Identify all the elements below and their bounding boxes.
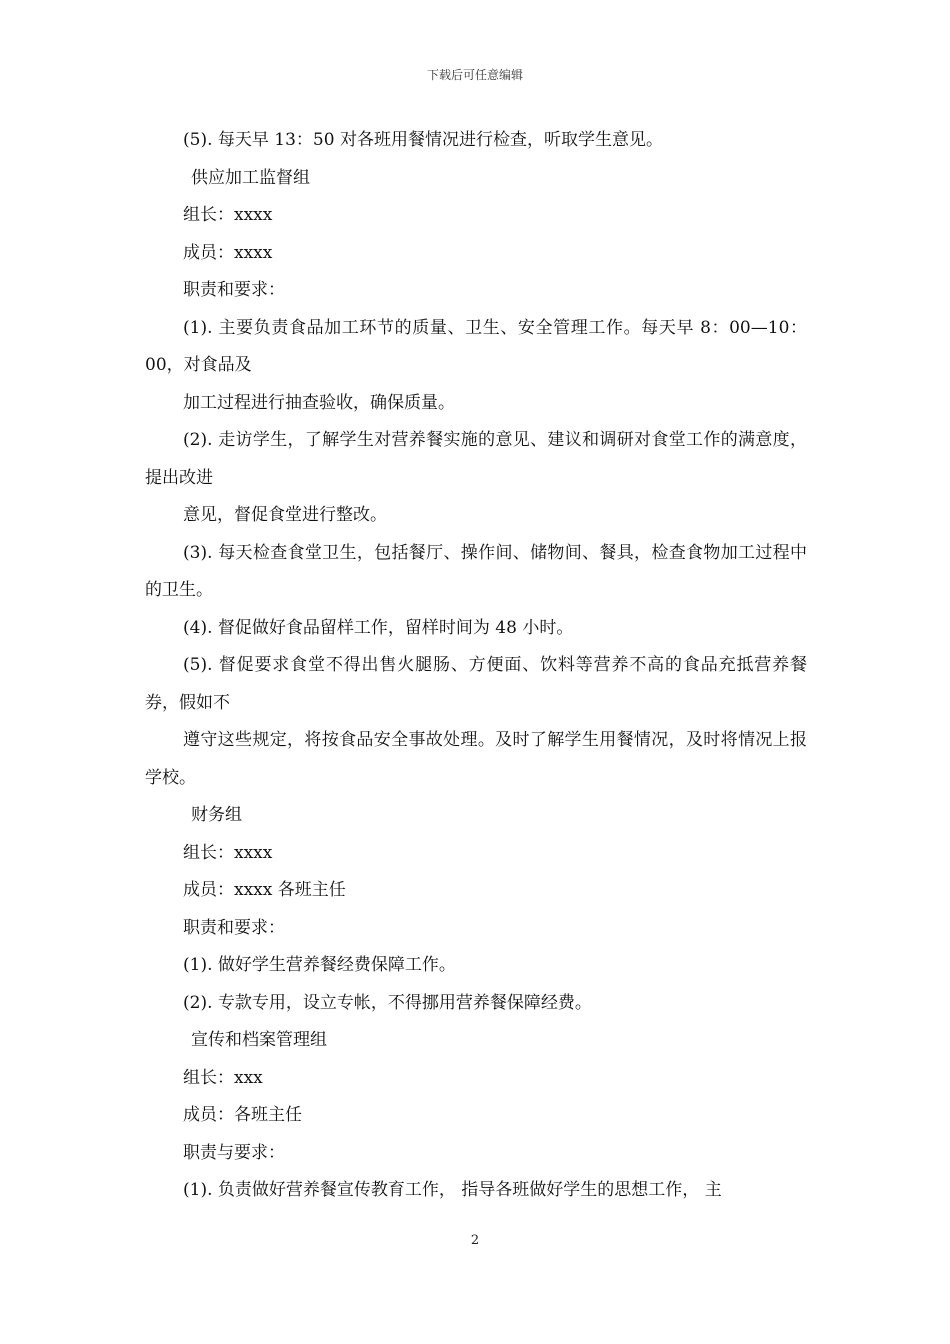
- paragraph-21: 组长：xxx: [183, 1067, 263, 1088]
- paragraph-15: 组长：xxxx: [183, 842, 273, 863]
- paragraph-1: (5). 每天早 13：50 对各班用餐情况进行检查，听取学生意见。: [183, 130, 663, 150]
- document-body: [145, 122, 807, 1210]
- paragraph-11: (4). 督促做好食品留样工作，留样时间为 48 小时。: [183, 617, 574, 638]
- paragraph-4: 成员：xxxx: [183, 242, 273, 263]
- paragraph-7: 加工过程进行抽查验收，确保质量。: [183, 392, 455, 413]
- paragraph-16: 成员：xxxx 各班主任: [183, 880, 346, 900]
- paragraph-5: 职责和要求：: [183, 280, 285, 300]
- paragraph-18: (1). 做好学生营养餐经费保障工作。: [183, 955, 456, 975]
- paragraph-24: (1). 负责做好营养餐宣传教育工作， 指导各班做好学生的思想工作， 主: [183, 1180, 722, 1200]
- section-heading-finance: 财务组: [191, 805, 242, 825]
- paragraph-10: (3). 每天检查食堂卫生，包括餐厅、操作间、储物间、餐具，检查食物加工过程中的卫生。: [145, 542, 807, 600]
- paragraph-6: (1). 主要负责食品加工环节的质量、卫生、安全管理工作。每天早 8：00—10：00，对食品及: [145, 317, 807, 375]
- section-heading-supply-supervision: 供应加工监督组: [191, 167, 310, 188]
- paragraph-9: 意见，督促食堂进行整改。: [183, 505, 387, 525]
- paragraph-22: 成员：各班主任: [183, 1105, 302, 1125]
- paragraph-17: 职责和要求：: [183, 917, 285, 938]
- header-note: 下载后可任意编辑: [426, 68, 523, 82]
- paragraph-13: 遵守这些规定，将按食品安全事故处理。及时了解学生用餐情况，及时将情况上报学校。: [145, 730, 807, 788]
- page-number: 2: [470, 1233, 480, 1248]
- paragraph-3: 组长：xxxx: [183, 205, 273, 225]
- paragraph-19: (2). 专款专用，设立专帐，不得挪用营养餐保障经费。: [183, 992, 592, 1013]
- paragraph-12: (5). 督促要求食堂不得出售火腿肠、方便面、饮料等营养不高的食品充抵营养餐券，假如不: [145, 655, 807, 713]
- paragraph-8: (2). 走访学生，了解学生对营养餐实施的意见、建议和调研对食堂工作的满意度，提出改进: [145, 430, 807, 488]
- paragraph-23: 职责与要求：: [183, 1142, 285, 1163]
- section-heading-publicity-archives: 宣传和档案管理组: [191, 1030, 327, 1050]
